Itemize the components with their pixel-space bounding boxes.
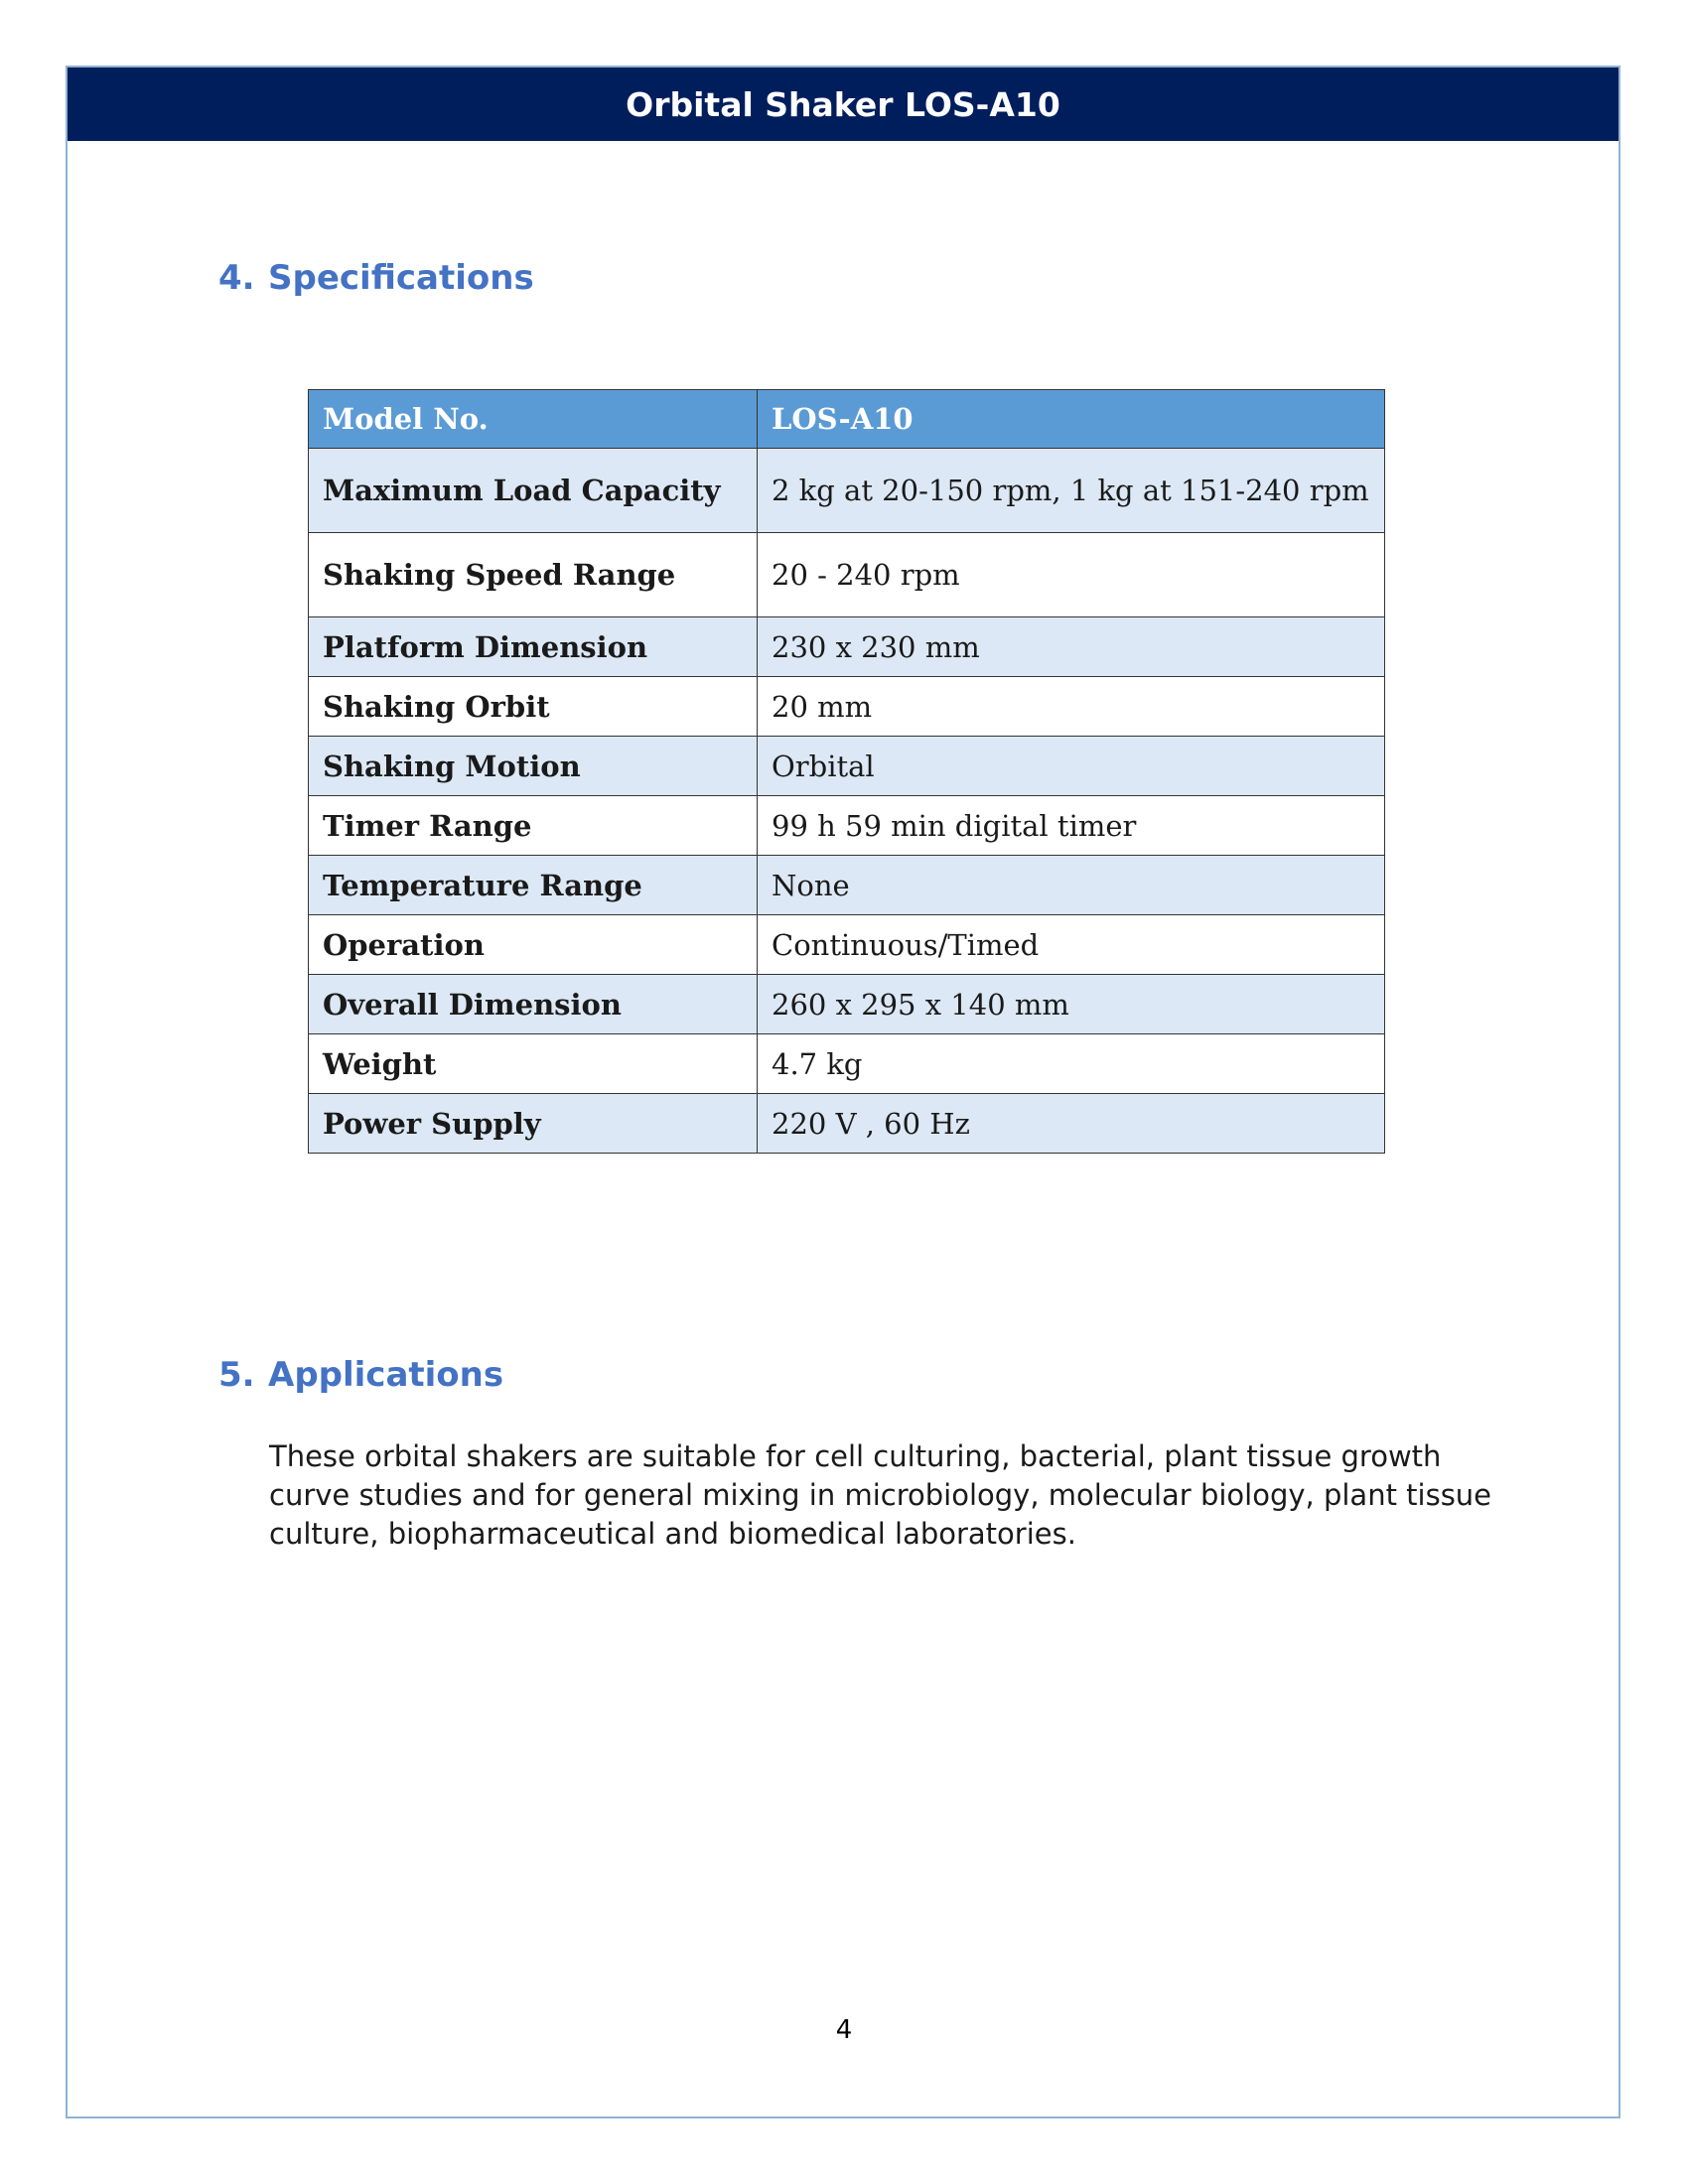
page-number: 4 xyxy=(835,2015,853,2045)
table-row xyxy=(309,1094,1385,1154)
spec-label: Platform Dimension xyxy=(309,617,758,677)
table-row xyxy=(309,677,1385,737)
table-row xyxy=(309,1034,1385,1094)
table-row xyxy=(309,533,1385,617)
spec-label: Shaking Motion xyxy=(309,737,758,796)
spec-label: Temperature Range xyxy=(309,856,758,915)
table-header-row xyxy=(309,390,1385,449)
table-row xyxy=(309,617,1385,677)
spec-label: Operation xyxy=(309,915,758,975)
header-cell-value: LOS-A10 xyxy=(758,390,1385,449)
applications-paragraph: These orbital shakers are suitable for cell culturing, bacterial, plant tissue growth curve studies and for general mixing in microbiology, molecular biology, plant tissue culture, biopharmaceutical and biomedical laboratories. xyxy=(269,1439,1492,1551)
section-number: 5. xyxy=(218,1355,255,1395)
spec-value: 230 x 230 mm xyxy=(758,617,1385,677)
header-cell-label: Model No. xyxy=(309,390,758,449)
page-title: Orbital Shaker LOS-A10 xyxy=(626,84,1060,124)
table-row xyxy=(309,796,1385,856)
spec-value: 99 h 59 min digital timer xyxy=(758,796,1385,856)
spec-value: 4.7 kg xyxy=(758,1034,1385,1094)
spec-label: Overall Dimension xyxy=(309,975,758,1034)
applications-heading xyxy=(218,1355,503,1395)
spec-label: Timer Range xyxy=(309,796,758,856)
spec-label: Shaking Orbit xyxy=(309,677,758,737)
specifications-heading xyxy=(218,258,534,298)
section-number: 4. xyxy=(218,258,255,298)
specifications-table xyxy=(308,389,1385,1154)
spec-label: Maximum Load Capacity xyxy=(309,449,758,533)
spec-value: Continuous/Timed xyxy=(758,915,1385,975)
spec-value: 260 x 295 x 140 mm xyxy=(758,975,1385,1034)
spec-value: 2 kg at 20-150 rpm, 1 kg at 151-240 rpm xyxy=(758,449,1385,533)
table-row xyxy=(309,737,1385,796)
table-row xyxy=(309,915,1385,975)
spec-label: Power Supply xyxy=(309,1094,758,1154)
spec-value: Orbital xyxy=(758,737,1385,796)
section-title: Specifications xyxy=(268,258,534,298)
table-row xyxy=(309,449,1385,533)
spec-value: 220 V , 60 Hz xyxy=(758,1094,1385,1154)
spec-value: 20 - 240 rpm xyxy=(758,533,1385,617)
page-title-banner xyxy=(68,68,1618,141)
spec-label: Shaking Speed Range xyxy=(309,533,758,617)
spec-value: None xyxy=(758,856,1385,915)
spec-value: 20 mm xyxy=(758,677,1385,737)
section-title: Applications xyxy=(268,1355,504,1395)
spec-label: Weight xyxy=(309,1034,758,1094)
table-row xyxy=(309,975,1385,1034)
table-row xyxy=(309,856,1385,915)
